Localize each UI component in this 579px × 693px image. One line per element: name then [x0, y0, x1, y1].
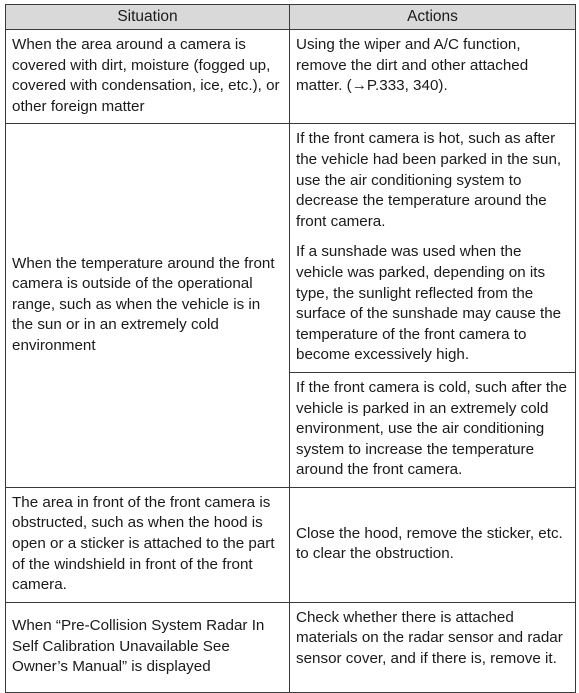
action-text: Check whether there is attached materials on the radar sensor and radar sensor cover, and if there is, remove it.: [296, 608, 563, 668]
action-text: Close the hood, remove the sticker, etc. to clear the obstruction.: [296, 524, 563, 563]
table-row: [6, 602, 576, 692]
situation-cell: The area in front of the front camera is obstructed, such as when the hood is open or a sticker is attached to the part of the windshield in front of the front camera.: [6, 487, 290, 602]
header-actions: Actions: [290, 5, 576, 30]
actions-cell: [290, 372, 576, 487]
action-text: If the front camera is hot, such as after the vehicle had been parked in the sun, use the air conditioning system to decrease the temperature around the front camera.: [296, 130, 562, 230]
situation-cell: When the temperature around the front camera is outside of the operational range, such as when the vehicle is in the sun or in an extremely cold environment: [6, 124, 290, 488]
actions-cell: [290, 30, 576, 124]
table-row: [6, 30, 576, 124]
table-row: [6, 124, 576, 373]
header-situation: Situation: [6, 5, 290, 30]
action-text: If the front camera is cold, such after the vehicle is parked in an extremely cold environment, use the air conditioning system to increase the temperature around the front camera.: [296, 378, 567, 479]
actions-cell: [290, 602, 576, 692]
table-row: [6, 487, 576, 602]
actions-cell: [290, 124, 576, 373]
actions-cell: [290, 487, 576, 602]
action-text: If a sunshade was used when the vehicle was parked, depending on its type, the sunlight reflected from the surface of the sunshade may cause the temperature of the front camera to become excessively high.: [296, 243, 562, 364]
table-header-row: [6, 5, 576, 30]
situation-cell: When “Pre-Collision System Radar In Self Calibration Unavailable See Owner’s Manual” is displayed: [6, 602, 290, 692]
action-text: Using the wiper and A/C function, remove the dirt and other attached matter. (→P.333, 340).: [296, 36, 529, 95]
situation-cell: When the area around a camera is covered with dirt, moisture (fogged up, covered with condensation, ice, etc.), or other foreign matter: [6, 30, 290, 124]
situation-actions-table: [5, 4, 576, 693]
